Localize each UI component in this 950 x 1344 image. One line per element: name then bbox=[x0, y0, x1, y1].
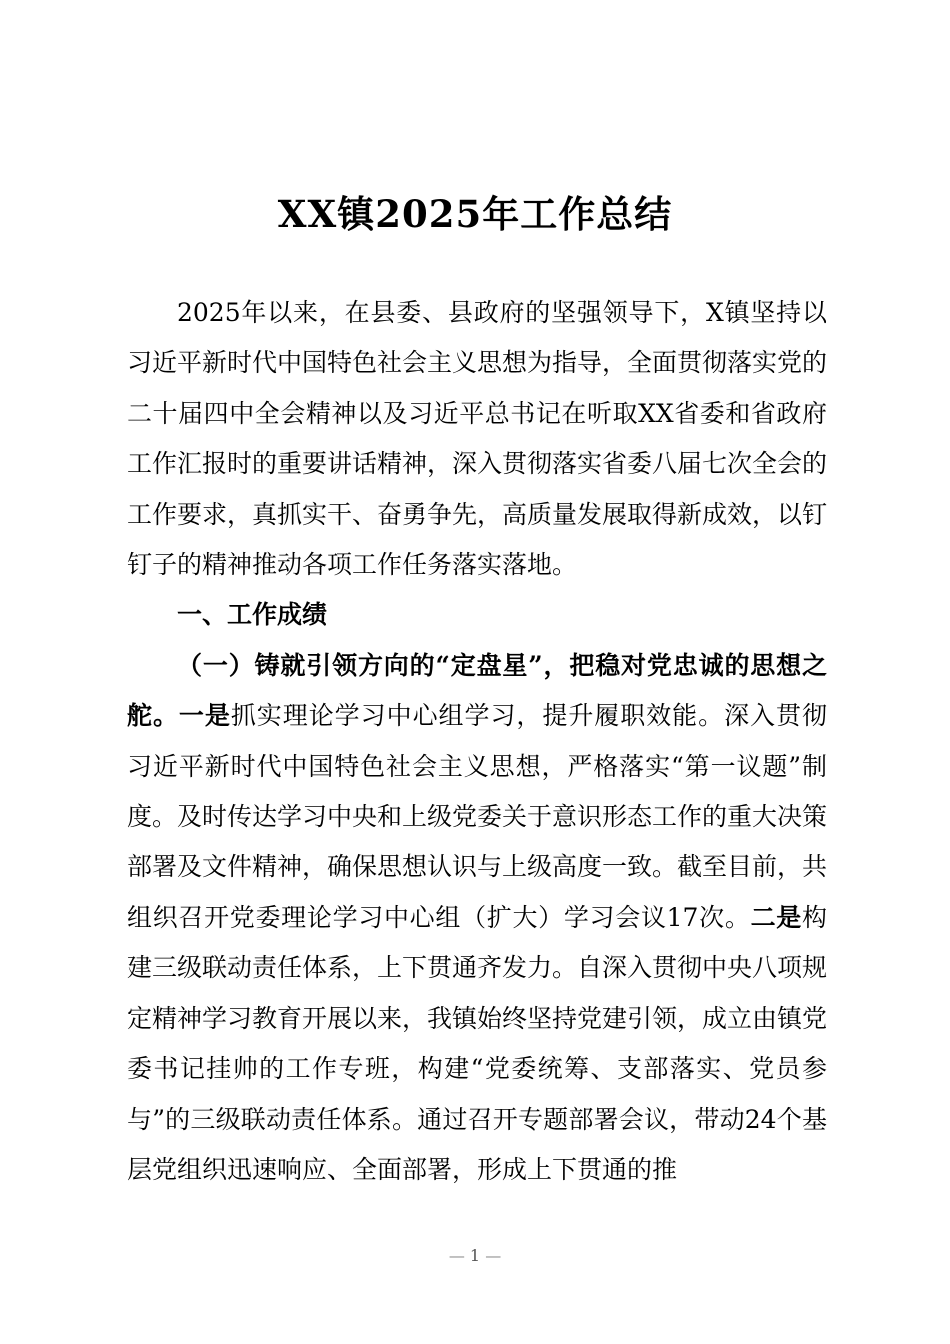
document-title: XX镇2025年工作总结 bbox=[277, 192, 673, 236]
page-footer bbox=[0, 1244, 950, 1268]
footer-dash-left: — bbox=[448, 1246, 465, 1265]
subsection-heading: （一）铸就引领方向的“定盘星”，把稳对党忠诚的思想之舵。 bbox=[127, 650, 827, 731]
section-heading: 一、工作成绩 bbox=[177, 600, 328, 630]
point-one-text: 抓实理论学习中心组学习，提升履职效能。深入贯彻习近平新时代中国特色社会主义思想，严格落实“第一议题”制度。及时传达学习中央和上级党委关于意识形态工作的重大决策部署及文件精神，确保思想认识与上级高度一致。截至目前，共组织召开党委理论学习中心组（扩大）学习会议17次。 bbox=[127, 701, 828, 932]
subsection-paragraph bbox=[127, 641, 827, 1195]
footer-dash-right: — bbox=[485, 1246, 502, 1265]
point-two-label: 二是 bbox=[750, 902, 802, 932]
document-body bbox=[127, 288, 827, 1195]
point-two-text: 构建三级联动责任体系，上下贯通齐发力。自深入贯彻中央八项规定精神学习教育开展以来，我镇始终坚持党建引领，成立由镇党委书记挂帅的工作专班，构建“党委统筹、支部落实、党员参与”的三级联动责任体系。通过召开专题部署会议，带动24个基层党组织迅速响应、全面部署，形成上下贯通的推 bbox=[127, 902, 828, 1184]
page-number: 1 bbox=[469, 1246, 481, 1265]
point-one-label: 一是 bbox=[178, 701, 231, 731]
intro-paragraph: 2025年以来，在县委、县政府的坚强领导下，X镇坚持以习近平新时代中国特色社会主义思想为指导，全面贯彻落实党的二十届四中全会精神以及习近平总书记在听取XX省委和省政府工作汇报时的重要讲话精神，深入贯彻落实省委八届七次全会的工作要求，真抓实干、奋勇争先，高质量发展取得新成效，以钉钉子的精神推动各项工作任务落实落地。 bbox=[127, 298, 828, 580]
